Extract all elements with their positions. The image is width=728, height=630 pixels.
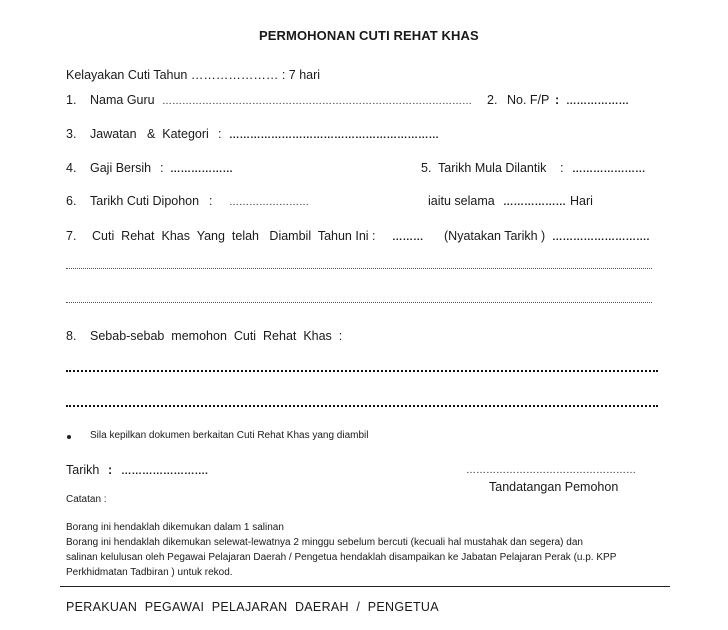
field-sebab-num: 8. bbox=[66, 329, 77, 343]
field-no-fp-colon: : bbox=[555, 93, 560, 107]
footer-heading: PERAKUAN PEGAWAI PELAJARAN DAERAH / PENGETUA bbox=[66, 600, 439, 614]
field-nama-guru-label: Nama Guru bbox=[90, 93, 155, 107]
field-tarikh-cuti-num: 6. bbox=[66, 194, 77, 208]
field-selama-suffix: Hari bbox=[570, 194, 593, 208]
bullet-icon bbox=[67, 435, 71, 439]
field-jawatan-colon: : bbox=[218, 127, 222, 141]
form-title: PERMOHONAN CUTI REHAT KHAS bbox=[259, 28, 479, 43]
notes-line-3: salinan kelulusan oleh Pegawai Pelajaran Daerah / Pengetua hendaklah disampaikan ke Jabatan Pelajaran Perak (u.p. KPP bbox=[66, 552, 617, 563]
reason-line-2[interactable] bbox=[66, 405, 658, 407]
field-tarikh-cuti-colon: : bbox=[209, 194, 213, 208]
field-gaji-label: Gaji Bersih bbox=[90, 161, 152, 175]
signature-line[interactable]: …………………………………………… bbox=[466, 465, 636, 476]
field-selama-input[interactable]: ……………… bbox=[503, 196, 566, 208]
field-cuti-diambil-num: 7. bbox=[66, 229, 77, 243]
answer-line-1[interactable] bbox=[66, 268, 652, 269]
notes-line-2: Borang ini hendaklah dikemukan selewat-lewatnya 2 minggu sebelum bercuti (kecuali hal mustahak dan segera) dan bbox=[66, 537, 583, 548]
field-selama-label: iaitu selama bbox=[428, 194, 495, 208]
section-divider bbox=[60, 586, 670, 587]
attachment-note: Sila kepilkan dokumen berkaitan Cuti Rehat Khas yang diambil bbox=[90, 430, 369, 441]
date-colon: : bbox=[108, 463, 113, 477]
field-jawatan-num: 3. bbox=[66, 127, 77, 141]
answer-line-2[interactable] bbox=[66, 302, 652, 303]
field-tarikh-cuti-label: Tarikh Cuti Dipohon bbox=[90, 194, 200, 208]
field-tarikh-cuti-input[interactable]: …………………… bbox=[229, 197, 309, 208]
field-no-fp-input[interactable]: ……………… bbox=[566, 95, 629, 107]
field-jawatan-label: Jawatan & Kategori bbox=[90, 127, 209, 141]
eligibility-row bbox=[66, 68, 320, 82]
reason-line-1[interactable] bbox=[66, 370, 658, 372]
date-label: Tarikh bbox=[66, 463, 100, 477]
field-tarikh-mula-label: Tarikh Mula Dilantik bbox=[438, 161, 547, 175]
notes-heading: Catatan : bbox=[66, 494, 107, 505]
field-gaji-colon: : bbox=[160, 161, 164, 175]
field-tarikh-mula-colon: : bbox=[560, 161, 564, 175]
field-gaji-num: 4. bbox=[66, 161, 77, 175]
field-cuti-diambil-label: Cuti Rehat Khas Yang telah Diambil Tahun Ini : bbox=[92, 229, 376, 243]
signature-label: Tandatangan Pemohon bbox=[489, 480, 619, 494]
eligibility-dots[interactable]: ………………… bbox=[190, 68, 279, 82]
field-jawatan-input[interactable]: …………………………………………………… bbox=[229, 129, 439, 141]
notes-line-4: Perkhidmatan Tadbiran ) untuk rekod. bbox=[66, 567, 233, 578]
field-tarikh-mula-input[interactable]: ………………… bbox=[572, 163, 646, 175]
field-tarikh-mula-num: 5. bbox=[421, 161, 432, 175]
field-gaji-input[interactable]: ……………… bbox=[170, 163, 233, 175]
date-input[interactable]: ……………………. bbox=[121, 465, 208, 477]
field-nyatakan-tarikh-label: (Nyatakan Tarikh ) bbox=[444, 229, 546, 243]
field-sebab-label: Sebab-sebab memohon Cuti Rehat Khas : bbox=[90, 329, 343, 343]
field-nama-guru-num: 1. bbox=[66, 93, 77, 107]
eligibility-value: : 7 hari bbox=[281, 68, 321, 82]
field-cuti-diambil-input[interactable]: ……… bbox=[392, 231, 424, 243]
field-nyatakan-tarikh-input[interactable]: ………………………. bbox=[552, 231, 650, 243]
field-no-fp-num: 2. bbox=[487, 93, 498, 107]
eligibility-label: Kelayakan Cuti Tahun bbox=[66, 68, 188, 82]
notes-line-1: Borang ini hendaklah dikemukan dalam 1 salinan bbox=[66, 522, 284, 533]
field-no-fp-label: No. F/P bbox=[507, 93, 550, 107]
field-nama-guru-input[interactable]: ………………………………………………………………………………… bbox=[162, 96, 472, 107]
